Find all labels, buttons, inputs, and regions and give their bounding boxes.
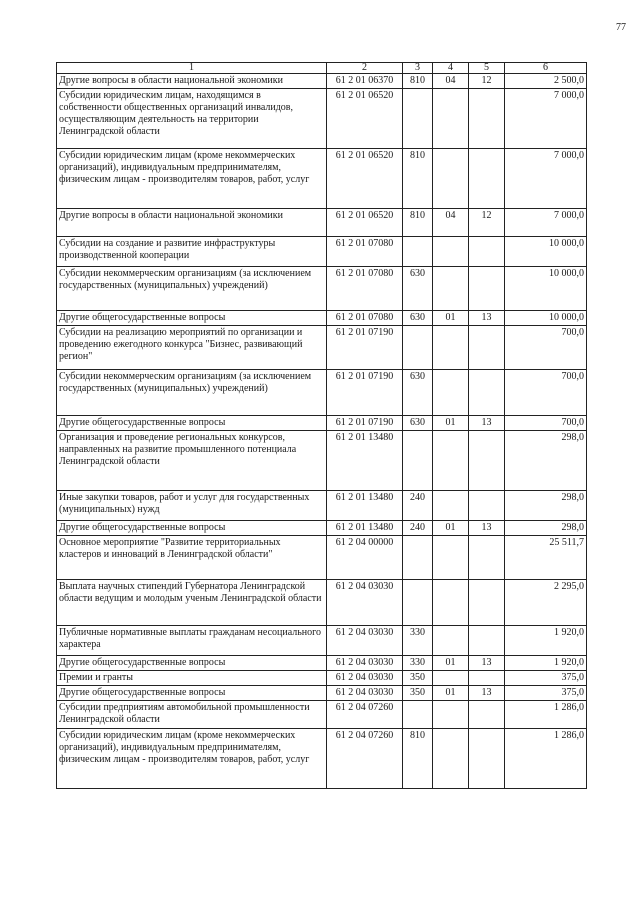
row-expense-type-cell: 240 <box>403 491 433 521</box>
row-amount-cell: 1 920,0 <box>505 626 587 656</box>
row-expense-type-cell: 630 <box>403 311 433 326</box>
row-subsection-cell <box>469 326 505 370</box>
row-name-cell: Другие вопросы в области национальной экономики <box>57 74 327 89</box>
row-name-cell: Основное мероприятие "Развитие территориальных кластеров и инноваций в Ленинградской области" <box>57 536 327 580</box>
table-row <box>57 74 587 89</box>
row-code-cell: 61 2 04 03030 <box>327 626 403 656</box>
row-name-cell: Субсидии на создание и развитие инфраструктуры производственной кооперации <box>57 237 327 267</box>
column-header: 1 <box>57 63 327 74</box>
row-section-cell: 04 <box>433 74 469 89</box>
row-subsection-cell <box>469 89 505 149</box>
table-row <box>57 149 587 209</box>
row-code-cell: 61 2 01 13480 <box>327 431 403 491</box>
table-row <box>57 626 587 656</box>
row-subsection-cell: 12 <box>469 209 505 237</box>
row-code-cell: 61 2 01 07080 <box>327 311 403 326</box>
table-row <box>57 431 587 491</box>
row-subsection-cell <box>469 431 505 491</box>
row-name-cell: Субсидии юридическим лицам (кроме некоммерческих организаций), индивидуальным предпринимателям, физическим лицам - производителям товаров, работ, услуг <box>57 149 327 209</box>
table-row <box>57 209 587 237</box>
row-subsection-cell <box>469 267 505 311</box>
row-expense-type-cell <box>403 536 433 580</box>
row-expense-type-cell <box>403 431 433 491</box>
row-section-cell <box>433 431 469 491</box>
row-amount-cell: 700,0 <box>505 326 587 370</box>
row-amount-cell: 700,0 <box>505 370 587 416</box>
table-row <box>57 701 587 729</box>
column-header: 5 <box>469 63 505 74</box>
column-header: 3 <box>403 63 433 74</box>
table-row <box>57 656 587 671</box>
row-code-cell: 61 2 01 07190 <box>327 326 403 370</box>
row-expense-type-cell: 350 <box>403 686 433 701</box>
row-code-cell: 61 2 01 06370 <box>327 74 403 89</box>
row-section-cell: 04 <box>433 209 469 237</box>
table-row <box>57 671 587 686</box>
row-name-cell: Субсидии юридическим лицам (кроме некоммерческих организаций), индивидуальным предпринимателям, физическим лицам - производителям товаров, работ, услуг <box>57 729 327 789</box>
row-expense-type-cell: 330 <box>403 626 433 656</box>
row-section-cell <box>433 701 469 729</box>
row-amount-cell: 25 511,7 <box>505 536 587 580</box>
row-amount-cell: 298,0 <box>505 521 587 536</box>
row-subsection-cell <box>469 701 505 729</box>
row-amount-cell: 10 000,0 <box>505 237 587 267</box>
row-name-cell: Иные закупки товаров, работ и услуг для государственных (муниципальных) нужд <box>57 491 327 521</box>
row-section-cell <box>433 326 469 370</box>
table-row <box>57 536 587 580</box>
row-code-cell: 61 2 04 07260 <box>327 729 403 789</box>
row-code-cell: 61 2 01 07080 <box>327 267 403 311</box>
row-amount-cell: 298,0 <box>505 491 587 521</box>
table-row <box>57 416 587 431</box>
column-header: 2 <box>327 63 403 74</box>
table-row <box>57 521 587 536</box>
row-amount-cell: 2 295,0 <box>505 580 587 626</box>
row-name-cell: Выплата научных стипендий Губернатора Ленинградской области ведущим и молодым ученым Ленинградской области <box>57 580 327 626</box>
row-expense-type-cell: 630 <box>403 370 433 416</box>
row-name-cell: Другие общегосударственные вопросы <box>57 686 327 701</box>
row-subsection-cell: 13 <box>469 416 505 431</box>
row-expense-type-cell: 630 <box>403 416 433 431</box>
row-section-cell <box>433 491 469 521</box>
row-subsection-cell: 13 <box>469 311 505 326</box>
row-amount-cell: 1 920,0 <box>505 656 587 671</box>
row-code-cell: 61 2 01 06520 <box>327 149 403 209</box>
row-section-cell <box>433 580 469 626</box>
row-expense-type-cell: 330 <box>403 656 433 671</box>
row-subsection-cell: 13 <box>469 686 505 701</box>
row-amount-cell: 375,0 <box>505 686 587 701</box>
row-section-cell: 01 <box>433 311 469 326</box>
row-expense-type-cell <box>403 701 433 729</box>
row-section-cell: 01 <box>433 521 469 536</box>
row-code-cell: 61 2 01 13480 <box>327 491 403 521</box>
table-header-row <box>57 63 587 74</box>
table-row <box>57 237 587 267</box>
row-section-cell <box>433 370 469 416</box>
table-row <box>57 89 587 149</box>
column-header: 4 <box>433 63 469 74</box>
row-section-cell <box>433 267 469 311</box>
row-amount-cell: 700,0 <box>505 416 587 431</box>
row-name-cell: Другие общегосударственные вопросы <box>57 656 327 671</box>
row-amount-cell: 298,0 <box>505 431 587 491</box>
row-subsection-cell <box>469 729 505 789</box>
row-code-cell: 61 2 01 06520 <box>327 89 403 149</box>
row-subsection-cell <box>469 149 505 209</box>
row-code-cell: 61 2 01 13480 <box>327 521 403 536</box>
row-section-cell: 01 <box>433 686 469 701</box>
row-code-cell: 61 2 04 00000 <box>327 536 403 580</box>
row-expense-type-cell: 810 <box>403 729 433 789</box>
row-subsection-cell <box>469 370 505 416</box>
row-name-cell: Другие вопросы в области национальной экономики <box>57 209 327 237</box>
table-row <box>57 491 587 521</box>
row-expense-type-cell: 810 <box>403 74 433 89</box>
row-code-cell: 61 2 04 03030 <box>327 686 403 701</box>
row-code-cell: 61 2 01 07190 <box>327 416 403 431</box>
row-section-cell <box>433 626 469 656</box>
table-body <box>57 74 587 789</box>
row-name-cell: Субсидии на реализацию мероприятий по организации и проведению ежегодного конкурса "Бизнес, развивающий регион" <box>57 326 327 370</box>
row-amount-cell: 7 000,0 <box>505 89 587 149</box>
row-name-cell: Другие общегосударственные вопросы <box>57 521 327 536</box>
row-subsection-cell <box>469 580 505 626</box>
row-expense-type-cell: 810 <box>403 209 433 237</box>
row-name-cell: Другие общегосударственные вопросы <box>57 311 327 326</box>
row-section-cell <box>433 729 469 789</box>
row-expense-type-cell <box>403 89 433 149</box>
row-name-cell: Организация и проведение региональных конкурсов, направленных на развитие промышленного потенциала Ленинградской области <box>57 431 327 491</box>
column-header: 6 <box>505 63 587 74</box>
row-code-cell: 61 2 04 03030 <box>327 671 403 686</box>
row-amount-cell: 2 500,0 <box>505 74 587 89</box>
row-expense-type-cell <box>403 326 433 370</box>
row-section-cell <box>433 149 469 209</box>
row-subsection-cell: 13 <box>469 656 505 671</box>
row-code-cell: 61 2 01 07080 <box>327 237 403 267</box>
row-amount-cell: 7 000,0 <box>505 149 587 209</box>
row-code-cell: 61 2 04 03030 <box>327 580 403 626</box>
row-code-cell: 61 2 04 03030 <box>327 656 403 671</box>
row-subsection-cell: 12 <box>469 74 505 89</box>
row-section-cell: 01 <box>433 416 469 431</box>
row-section-cell <box>433 89 469 149</box>
table-row <box>57 311 587 326</box>
row-section-cell <box>433 536 469 580</box>
table-row <box>57 267 587 311</box>
table-row <box>57 326 587 370</box>
row-code-cell: 61 2 04 07260 <box>327 701 403 729</box>
row-subsection-cell <box>469 237 505 267</box>
row-amount-cell: 375,0 <box>505 671 587 686</box>
row-expense-type-cell <box>403 237 433 267</box>
row-name-cell: Другие общегосударственные вопросы <box>57 416 327 431</box>
table-row <box>57 370 587 416</box>
row-subsection-cell <box>469 491 505 521</box>
row-name-cell: Субсидии некоммерческим организациям (за исключением государственных (муниципальных) учреждений) <box>57 370 327 416</box>
row-code-cell: 61 2 01 07190 <box>327 370 403 416</box>
row-name-cell: Субсидии предприятиям автомобильной промышленности Ленинградской области <box>57 701 327 729</box>
row-amount-cell: 1 286,0 <box>505 701 587 729</box>
row-code-cell: 61 2 01 06520 <box>327 209 403 237</box>
row-name-cell: Субсидии некоммерческим организациям (за исключением государственных (муниципальных) учреждений) <box>57 267 327 311</box>
row-section-cell <box>433 671 469 686</box>
row-subsection-cell <box>469 536 505 580</box>
row-name-cell: Публичные нормативные выплаты гражданам несоциального характера <box>57 626 327 656</box>
row-subsection-cell <box>469 626 505 656</box>
row-section-cell <box>433 237 469 267</box>
row-expense-type-cell: 350 <box>403 671 433 686</box>
row-expense-type-cell <box>403 580 433 626</box>
page-number: 77 <box>616 22 626 33</box>
row-amount-cell: 10 000,0 <box>505 311 587 326</box>
budget-table <box>56 62 587 789</box>
row-expense-type-cell: 240 <box>403 521 433 536</box>
row-section-cell: 01 <box>433 656 469 671</box>
table-row <box>57 580 587 626</box>
row-subsection-cell: 13 <box>469 521 505 536</box>
row-name-cell: Премии и гранты <box>57 671 327 686</box>
row-amount-cell: 1 286,0 <box>505 729 587 789</box>
row-subsection-cell <box>469 671 505 686</box>
table-row <box>57 686 587 701</box>
row-expense-type-cell: 630 <box>403 267 433 311</box>
row-name-cell: Субсидии юридическим лицам, находящимся в собственности общественных организаций инвалидов, осуществляющим деятельность на территории Ленинградской области <box>57 89 327 149</box>
row-expense-type-cell: 810 <box>403 149 433 209</box>
row-amount-cell: 10 000,0 <box>505 267 587 311</box>
row-amount-cell: 7 000,0 <box>505 209 587 237</box>
table-row <box>57 729 587 789</box>
